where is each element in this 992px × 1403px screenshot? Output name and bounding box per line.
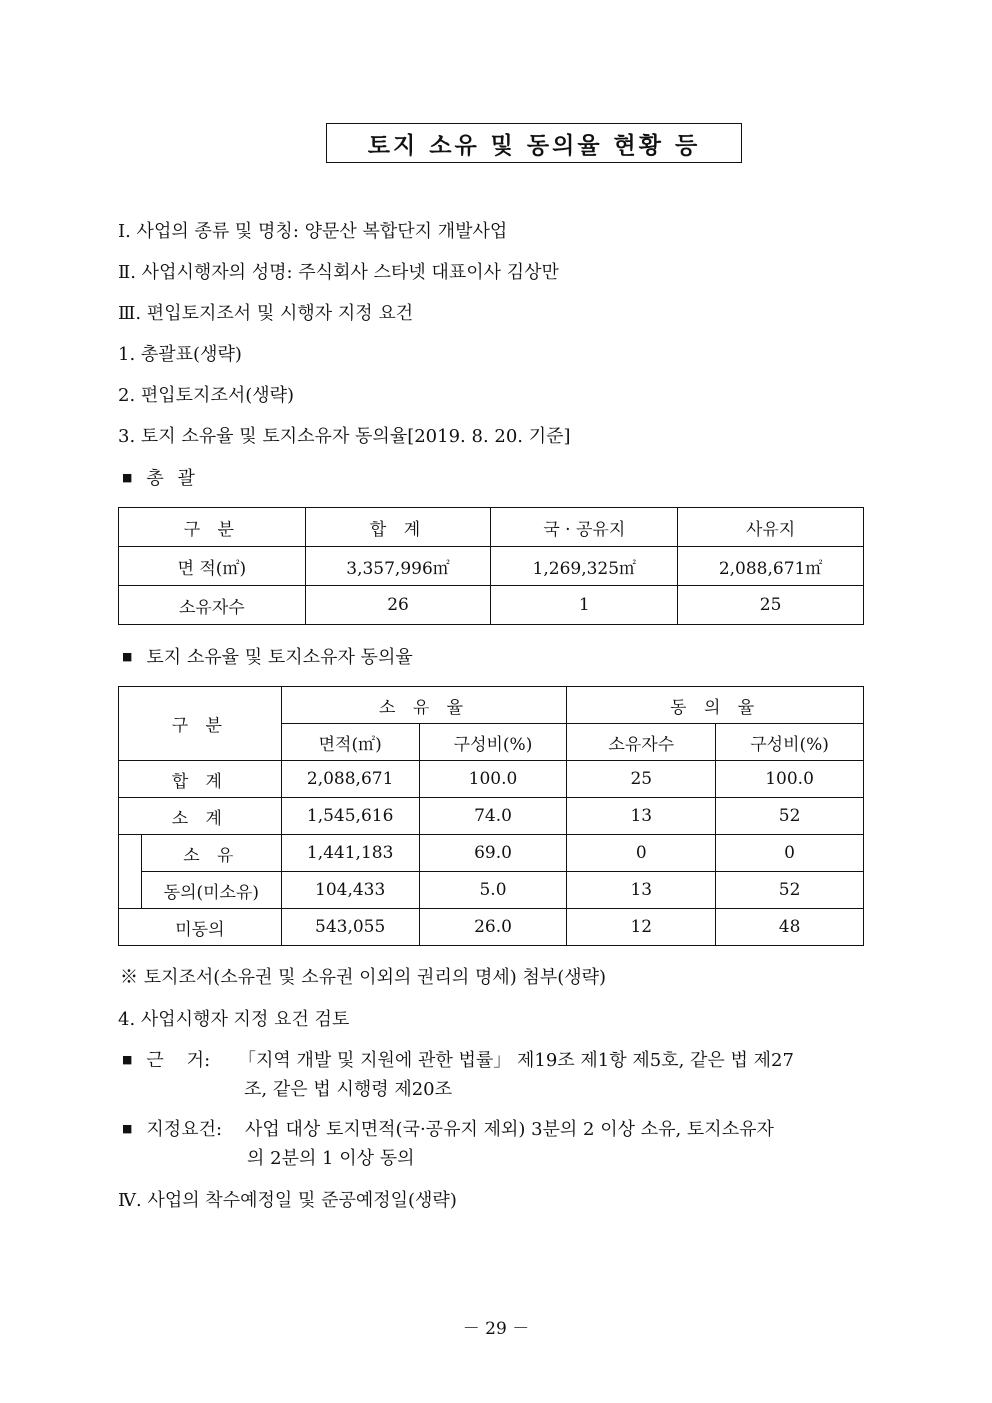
- table-cell: 소 계: [119, 798, 282, 835]
- item-1: 1. 총괄표(생략): [118, 344, 242, 365]
- item-4: 4. 사업시행자 지정 요건 검토: [118, 1009, 350, 1030]
- table-cell: 13: [567, 798, 716, 835]
- table-cell: 2,088,671㎡: [678, 547, 864, 586]
- table-row: [119, 909, 864, 946]
- table-header: 구성비(%): [419, 724, 567, 761]
- table-cell: 0: [567, 835, 716, 872]
- table-cell: 543,055: [281, 909, 419, 946]
- table-cell: 소유자수: [119, 586, 306, 625]
- table-cell: 면 적(㎡): [119, 547, 306, 586]
- basis-text-1: 「지역 개발 및 지원에 관한 법률」 제19조 제1항 제5호, 같은 법 제27: [238, 1050, 794, 1071]
- page-number: － 29 －: [462, 1319, 530, 1339]
- basis-text-2: 조, 같은 법 시행령 제20조: [244, 1079, 453, 1100]
- summary-heading: 총 괄: [146, 468, 199, 489]
- table-cell: 52: [716, 798, 864, 835]
- requirement-label: 지정요건:: [146, 1119, 223, 1140]
- summary-table: [118, 507, 864, 625]
- table-cell: 74.0: [419, 798, 567, 835]
- note-line: ※ 토지조서(소유권 및 소유권 이외의 권리의 명세) 첨부(생략): [120, 967, 607, 988]
- requirement-text-1: 사업 대상 토지면적(국·공유지 제외) 3분의 2 이상 소유, 토지소유자: [245, 1119, 774, 1140]
- table-row: [119, 798, 864, 835]
- table-header: 면적(㎡): [281, 724, 419, 761]
- table-cell: 48: [716, 909, 864, 946]
- table-cell: 52: [716, 872, 864, 909]
- summary-heading-line: [122, 464, 199, 490]
- table-cell: 2,088,671: [281, 761, 419, 798]
- table-cell: 1,441,183: [281, 835, 419, 872]
- table-cell: 69.0: [419, 835, 567, 872]
- table-cell: 25: [567, 761, 716, 798]
- table-header: 동 의 율: [567, 687, 864, 724]
- table-row: [119, 508, 864, 547]
- table-cell: 5.0: [419, 872, 567, 909]
- table-header: 구성비(%): [716, 724, 864, 761]
- indent-cell: [119, 835, 142, 909]
- page-title: 토지 소유 및 동의율 현황 등: [326, 123, 742, 163]
- bullet-icon: ■: [122, 649, 133, 663]
- section-2: Ⅱ. 사업시행자의 성명: 주식회사 스타넷 대표이사 김상만: [118, 262, 559, 283]
- section-1: Ⅰ. 사업의 종류 및 명칭: 양문산 복합단지 개발사업: [118, 221, 508, 242]
- table-header: 합 계: [305, 508, 491, 547]
- table-cell: 26: [305, 586, 491, 625]
- table-cell: 미동의: [119, 909, 282, 946]
- table-row: [119, 872, 864, 909]
- table-header: 사유지: [678, 508, 864, 547]
- table-cell: 소 유: [141, 835, 281, 872]
- table-row: [119, 586, 864, 625]
- requirement-text-2: 의 2분의 1 이상 동의: [247, 1148, 415, 1169]
- table-cell: 100.0: [419, 761, 567, 798]
- consent-heading-line: [122, 643, 413, 669]
- table-cell: 3,357,996㎡: [305, 547, 491, 586]
- table-row: [119, 835, 864, 872]
- section-3: Ⅲ. 편입토지조서 및 시행자 지정 요건: [118, 303, 414, 324]
- table-cell: 1: [491, 586, 678, 625]
- consent-table: [118, 686, 864, 946]
- table-cell: 100.0: [716, 761, 864, 798]
- table-cell: 104,433: [281, 872, 419, 909]
- bullet-icon: ■: [122, 1121, 133, 1135]
- table-header: 소 유 율: [281, 687, 567, 724]
- requirement-line: [122, 1115, 222, 1141]
- table-cell: 12: [567, 909, 716, 946]
- bullet-icon: ■: [122, 1052, 133, 1066]
- table-header: 구 분: [119, 508, 306, 547]
- bullet-icon: ■: [122, 470, 133, 484]
- consent-heading: 토지 소유율 및 토지소유자 동의율: [146, 647, 413, 668]
- table-row: [119, 547, 864, 586]
- table-row: [119, 687, 864, 724]
- table-cell: 1,269,325㎡: [491, 547, 678, 586]
- table-header: 구 분: [119, 687, 282, 761]
- table-cell: 1,545,616: [281, 798, 419, 835]
- item-2: 2. 편입토지조서(생략): [118, 385, 295, 406]
- section-4: Ⅳ. 사업의 착수예정일 및 준공예정일(생략): [118, 1190, 457, 1211]
- table-cell: 26.0: [419, 909, 567, 946]
- table-cell: 0: [716, 835, 864, 872]
- table-cell: 13: [567, 872, 716, 909]
- item-3: 3. 토지 소유율 및 토지소유자 동의율[2019. 8. 20. 기준]: [118, 426, 571, 447]
- table-cell: 25: [678, 586, 864, 625]
- table-cell: 동의(미소유): [141, 872, 281, 909]
- table-cell: 합 계: [119, 761, 282, 798]
- basis-label: 근 거:: [146, 1050, 211, 1071]
- table-header: 국 · 공유지: [491, 508, 678, 547]
- table-row: [119, 761, 864, 798]
- basis-line: [122, 1046, 210, 1072]
- table-header: 소유자수: [567, 724, 716, 761]
